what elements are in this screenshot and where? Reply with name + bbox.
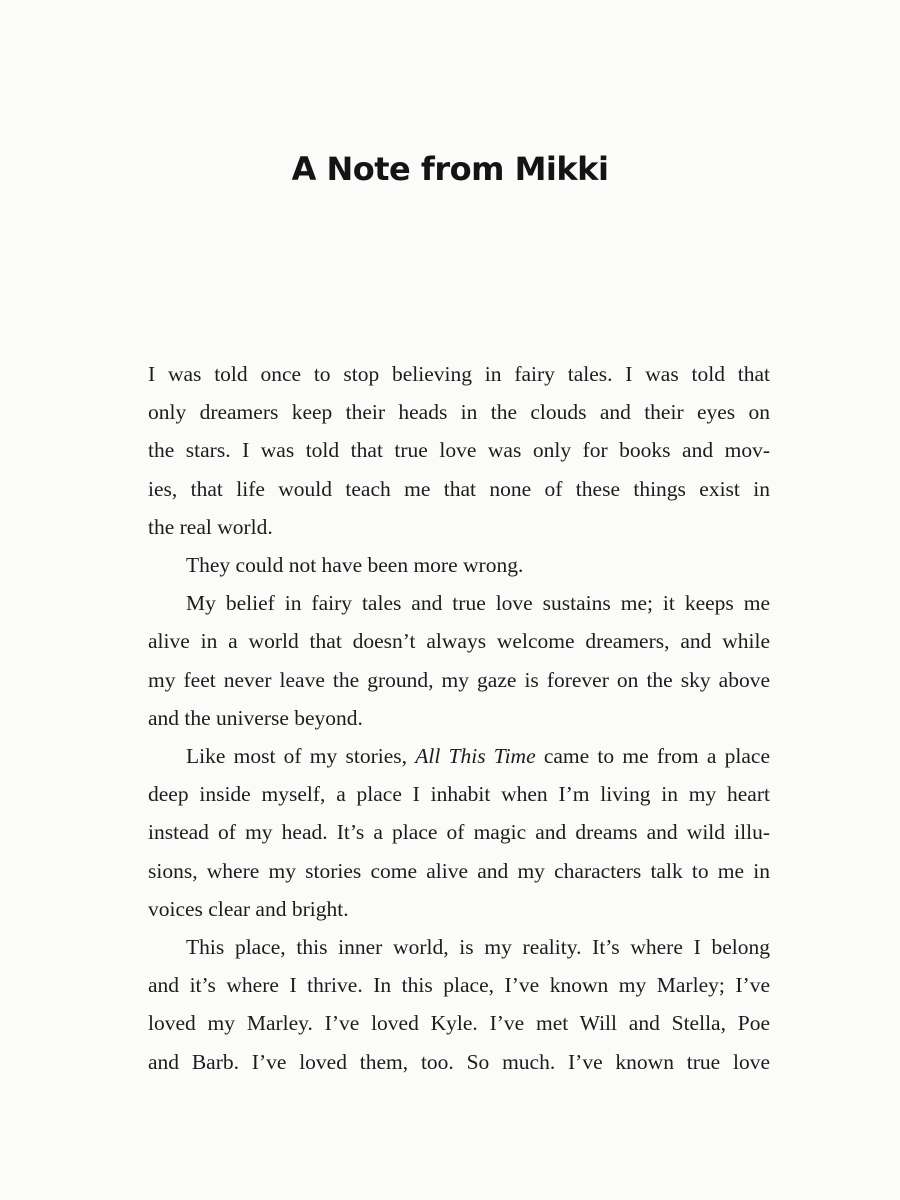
text-line: voices clear and bright. bbox=[148, 896, 349, 921]
text-line: and the universe beyond. bbox=[148, 705, 363, 730]
text-line: loved my Marley. I’ve loved Kyle. I’ve met Will and Stella, Poe bbox=[148, 1011, 770, 1036]
text-line: alive in a world that doesn’t always welcome dreamers, and while bbox=[148, 629, 770, 654]
text-line: and it’s where I thrive. In this place, I’ve known my Marley; I’ve bbox=[148, 973, 770, 998]
text-line: I was told once to stop believing in fairy tales. I was told that bbox=[148, 362, 770, 386]
text-line: the stars. I was told that true love was only for books and mov- bbox=[148, 438, 770, 463]
book-title-italic: All This Time bbox=[415, 744, 536, 769]
text-line: my feet never leave the ground, my gaze is forever on the sky above bbox=[148, 667, 770, 692]
text-line: deep inside myself, a place I inhabit when I’m living in my heart bbox=[148, 782, 770, 807]
text-line: ies, that life would teach me that none of these things exist in bbox=[148, 476, 770, 501]
paragraph-5 bbox=[148, 928, 770, 1081]
text-segment: came to me from a place bbox=[535, 744, 770, 769]
paragraph-3 bbox=[148, 584, 770, 737]
text-line: My belief in fairy tales and true love sustains me; it keeps me bbox=[186, 591, 770, 616]
text-segment: Like most of my stories, bbox=[186, 744, 416, 769]
text-line: This place, this inner world, is my reality. It’s where I belong bbox=[186, 935, 770, 960]
text-line bbox=[148, 737, 770, 775]
text-line: the real world. bbox=[148, 514, 273, 539]
paragraph-4 bbox=[148, 737, 770, 928]
paragraph-2 bbox=[148, 546, 770, 584]
page-title: A Note from Mikki bbox=[291, 150, 609, 188]
body-text bbox=[148, 355, 770, 1081]
text-line: only dreamers keep their heads in the clouds and their eyes on bbox=[148, 400, 770, 425]
paragraph-1 bbox=[148, 355, 770, 546]
text-line: instead of my head. It’s a place of magic and dreams and wild illu- bbox=[148, 820, 770, 845]
text-line: They could not have been more wrong. bbox=[186, 553, 524, 578]
text-line: and Barb. I’ve loved them, too. So much. I’ve known true love bbox=[148, 1049, 770, 1074]
text-line: sions, where my stories come alive and my characters talk to me in bbox=[148, 858, 770, 883]
